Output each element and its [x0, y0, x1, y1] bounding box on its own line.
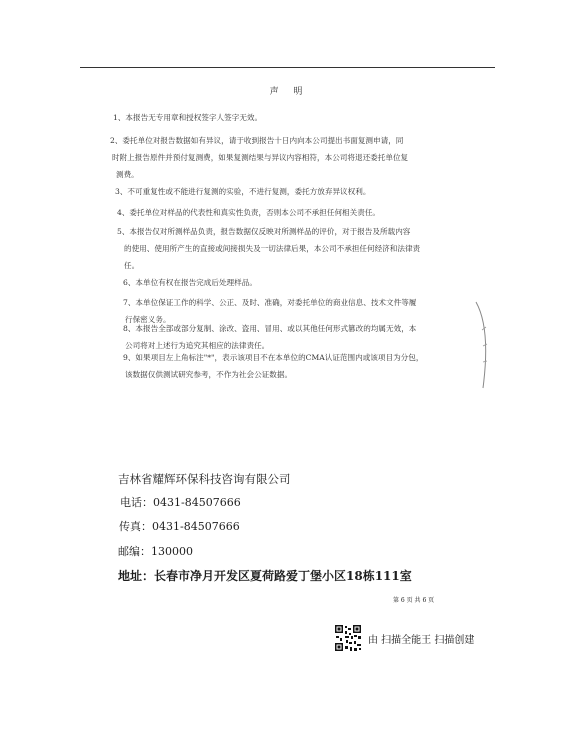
company-postcode: 邮编：130000 [118, 545, 193, 558]
page-number: 第 6 页 共 6 页 [393, 597, 435, 604]
clause-3 [115, 183, 370, 200]
clause-line: 5、本报告仅对所测样品负责，报告数据仅反映对所测样品的评价，对于报告及所载内容 [117, 227, 411, 236]
clause-4 [117, 204, 380, 221]
clause-line: 9、如果项目左上角标注"*"，表示该项目不在本单位的CMA认证范围内或该项目为分包， [123, 353, 424, 362]
company-address: 地址：长春市净月开发区夏荷路爱丁堡小区18栋111室 [118, 569, 412, 583]
clause-line: 行保密义务。 [125, 315, 171, 324]
clause-1 [113, 109, 262, 126]
company-phone: 电话：0431-84507666 [120, 496, 241, 509]
clause-9 [123, 349, 423, 383]
clause-line: 3、不可重复性或不能进行复测的实验，不进行复测，委托方放弃异议权利。 [115, 187, 371, 196]
clause-line: 的使用、使用所产生的直接或间接损失及一切法律后果，本公司不承担任何经济和法律责 [124, 244, 421, 253]
clause-line: 6、本单位有权在报告完成后处理样品。 [123, 278, 257, 287]
binding-edge-mark [474, 300, 494, 390]
clause-line: 4、委托单位对样品的代表性和真实性负责，否则本公司不承担任何相关责任。 [117, 208, 381, 217]
clause-2 [110, 132, 408, 183]
clause-line: 测费。 [116, 170, 139, 179]
clause-5 [117, 223, 420, 274]
clause-line: 该数据仅供测试研究参考，不作为社会公证数据。 [125, 370, 293, 379]
company-name: 吉林省耀辉环保科技咨询有限公司 [118, 472, 291, 486]
clause-line: 8、本报告全部或部分复制、涂改、盗用、冒用、或以其他任何形式篡改的均属无效，本 [123, 324, 417, 333]
clause-line: 公司将对上述行为追究其相应的法律责任。 [125, 341, 270, 350]
company-fax: 传真：0431-84507666 [119, 520, 240, 533]
top-rule [80, 67, 495, 68]
page-title: 声 明 [269, 87, 309, 97]
scanner-credit-text: 由 扫描全能王 扫描创建 [368, 635, 475, 646]
qr-code-icon [334, 624, 362, 652]
clause-6 [123, 274, 257, 291]
clause-line: 2、委托单位对报告数据如有异议，请于收到报告十日内向本公司提出书面复测申请，同 [110, 136, 404, 145]
clause-line: 时附上报告原件并预付复测费，如果复测结果与异议内容相符，本公司将退还委托单位复 [112, 153, 409, 162]
clause-line: 7、本单位保证工作的科学、公正、及时、准确，对委托单位的商业信息、技术文件等履 [123, 298, 417, 307]
clause-line: 1、本报告无专用章和授权签字人签字无效。 [113, 113, 263, 122]
clause-line: 任。 [124, 261, 140, 270]
